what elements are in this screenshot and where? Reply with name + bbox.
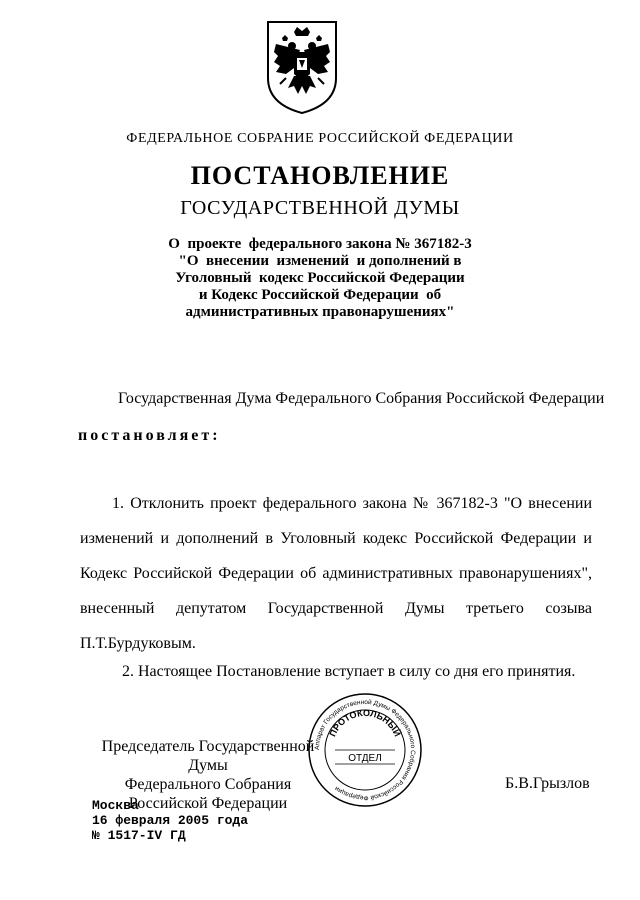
item-line: Кодекс Российской Федерации об административных правонарушениях",	[80, 565, 592, 582]
document-issuer-heading: ГОСУДАРСТВЕННОЙ ДУМЫ	[180, 197, 460, 219]
stamp-top-text: ПРОТОКОЛЬНЫЙ	[327, 707, 403, 739]
stamp-ring-text: Аппарат Государственной Думы Федерального Собрания Российской Федерации	[313, 698, 417, 802]
item-line: внесенный депутатом Государственной Думы третьего созыва	[80, 600, 592, 617]
resolves-keyword: постановляет:	[78, 427, 221, 444]
subject-line: и Кодекс Российской Федерации об	[198, 287, 442, 303]
subject-line: О проекте федерального закона № 367182-3	[168, 236, 472, 252]
position-line: Федерального Собрания	[124, 776, 292, 793]
position-line: Российской Федерации	[128, 795, 288, 812]
footer-city: Москва	[92, 798, 139, 813]
footer-number: № 1517-IV ГД	[92, 828, 186, 843]
resolution-item-2: 2. Настоящее Постановление вступает в силу со дня его принятия.	[122, 663, 576, 680]
item-line: изменений и дополнений в Уголовный кодекс Российской Федерации и	[80, 530, 592, 547]
subject-line: Уголовный кодекс Российской Федерации	[175, 270, 465, 286]
subject-line: административных правонарушениях"	[185, 304, 455, 320]
item-line: 1. Отклонить проект федерального закона № 367182-3 "О внесении	[112, 495, 592, 512]
document-subject	[0, 236, 640, 321]
assembly-title: ФЕДЕРАЛЬНОЕ СОБРАНИЕ РОССИЙСКОЙ ФЕДЕРАЦИИ	[126, 131, 514, 146]
subject-line: "О внесении изменений и дополнений в	[178, 253, 462, 269]
footer-date: 16 февраля 2005 года	[92, 813, 249, 828]
item-line: П.Т.Бурдуковым.	[80, 635, 196, 652]
position-line: Председатель Государственной Думы	[101, 738, 315, 774]
signatory-name: Б.В.Грызлов	[505, 775, 590, 792]
document-type-heading: ПОСТАНОВЛЕНИЕ	[190, 161, 450, 190]
registration-footer	[92, 798, 248, 843]
official-stamp	[305, 690, 425, 810]
preamble-text: Государственная Дума Федерального Собрания Российской Федерации	[118, 390, 605, 407]
stamp-center-text: ОТДЕЛ	[348, 753, 382, 764]
coat-of-arms-emblem	[264, 18, 340, 116]
resolution-item-1	[80, 486, 592, 661]
